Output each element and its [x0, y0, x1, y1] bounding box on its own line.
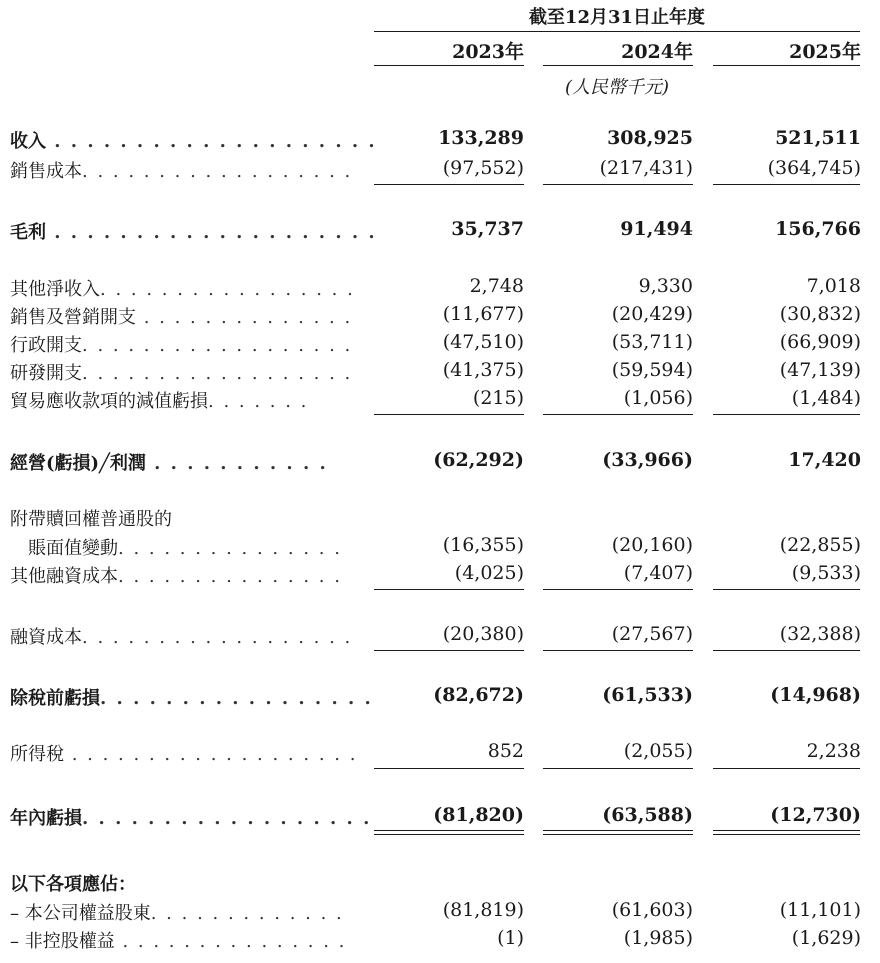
year-rule — [543, 65, 693, 66]
value-2025: (30,832) — [779, 303, 861, 325]
header-rule — [374, 31, 860, 32]
period-title: 截至12月31日止年度 — [528, 7, 706, 28]
value-2025: (12,730) — [770, 804, 861, 826]
value-2023: (97,552) — [442, 157, 524, 179]
row-label: 除稅前虧損. . . . . . . . . . . . . . . . . — [10, 688, 373, 709]
year-2025-header: 2025年 — [789, 41, 861, 63]
row-label: 銷售及營銷開支 . . . . . . . . . . . . . . — [10, 307, 353, 328]
row-label: 所得稅 . . . . . . . . . . . . . . . . . . . — [10, 744, 358, 765]
value-2024: (53,711) — [611, 331, 693, 353]
value-2024: (7,407) — [623, 562, 693, 584]
row-label: 其他淨收入. . . . . . . . . . . . . . . . . — [10, 279, 355, 300]
subtotal-rule — [374, 414, 524, 415]
subtotal-rule — [713, 184, 860, 185]
subtotal-rule — [543, 650, 693, 651]
value-2024: (2,055) — [623, 740, 693, 762]
row-label: 年內虧損. . . . . . . . . . . . . . . . . . — [10, 808, 372, 829]
value-2023: (20,380) — [442, 623, 524, 645]
row-label: 賬面值變動. . . . . . . . . . . . . . . — [10, 538, 342, 559]
row-label: 行政開支. . . . . . . . . . . . . . . . . . — [10, 335, 353, 356]
value-2024: (33,966) — [602, 449, 693, 471]
value-2025: (32,388) — [779, 623, 861, 645]
value-2023: (81,819) — [442, 899, 524, 921]
value-2025: (47,139) — [779, 359, 861, 381]
value-2025: (66,909) — [779, 331, 861, 353]
value-2024: (217,431) — [599, 157, 693, 179]
year-2024-header: 2024年 — [621, 41, 693, 63]
value-2024: (20,429) — [611, 303, 693, 325]
subtotal-rule — [543, 184, 693, 185]
value-2023: (11,677) — [442, 303, 524, 325]
value-2025: (364,745) — [767, 157, 861, 179]
value-2025: (1,484) — [791, 387, 861, 409]
row-label: – 本公司權益股東. . . . . . . . . . . . . — [10, 903, 344, 924]
value-2025: (9,533) — [791, 562, 861, 584]
total-double-rule — [374, 830, 524, 835]
value-2025: (22,855) — [779, 534, 861, 556]
subtotal-rule — [713, 650, 860, 651]
row-label: 以下各項應佔： — [10, 874, 136, 895]
value-2023: 852 — [487, 740, 524, 762]
value-2024: (20,160) — [611, 534, 693, 556]
value-2023: (4,025) — [454, 562, 524, 584]
value-2024: (61,603) — [611, 899, 693, 921]
subtotal-rule — [713, 414, 860, 415]
value-2023: (1) — [497, 927, 524, 949]
row-label: 經營(虧損)╱利潤 . . . . . . . . . . . — [10, 453, 328, 474]
row-label: 附帶贖回權普通股的 — [10, 509, 172, 530]
value-2025: (14,968) — [770, 684, 861, 706]
row-label: 收入 . . . . . . . . . . . . . . . . . . . . — [10, 131, 377, 152]
year-2023-header: 2023年 — [452, 41, 524, 63]
value-2023: (47,510) — [442, 331, 524, 353]
value-2024: (63,588) — [602, 804, 693, 826]
value-2025: 17,420 — [788, 449, 861, 471]
value-2023: (81,820) — [433, 804, 524, 826]
total-double-rule — [713, 830, 860, 835]
year-rule — [374, 65, 524, 66]
row-label: 融資成本. . . . . . . . . . . . . . . . . . — [10, 627, 353, 648]
value-2023: (62,292) — [433, 449, 524, 471]
value-2024: 9,330 — [638, 275, 693, 297]
row-label: 研發開支. . . . . . . . . . . . . . . . . . — [10, 363, 353, 384]
value-2023: 2,748 — [469, 275, 524, 297]
subtotal-rule — [543, 768, 693, 769]
value-2024: (27,567) — [611, 623, 693, 645]
value-2023: (16,355) — [442, 534, 524, 556]
value-2024: (1,985) — [623, 927, 693, 949]
value-2025: 521,511 — [775, 127, 861, 149]
value-2025: 156,766 — [775, 218, 861, 240]
value-2023: 133,289 — [438, 127, 524, 149]
total-double-rule — [543, 830, 693, 835]
value-2024: (59,594) — [611, 359, 693, 381]
value-2025: 2,238 — [806, 740, 861, 762]
value-2024: (1,056) — [623, 387, 693, 409]
subtotal-rule — [543, 589, 693, 590]
value-2024: (61,533) — [602, 684, 693, 706]
value-2025: 7,018 — [806, 275, 861, 297]
value-2023: (41,375) — [442, 359, 524, 381]
value-2025: (1,629) — [791, 927, 861, 949]
row-label: 銷售成本. . . . . . . . . . . . . . . . . . — [10, 161, 353, 182]
unit-label: (人民幣千元) — [564, 77, 670, 98]
row-label: 貿易應收款項的減值虧損. . . . . . . — [10, 391, 309, 412]
subtotal-rule — [374, 768, 524, 769]
row-label: – 非控股權益 . . . . . . . . . . . . . . . — [10, 931, 347, 952]
value-2024: 308,925 — [607, 127, 693, 149]
row-label: 其他融資成本. . . . . . . . . . . . . . . — [10, 566, 342, 587]
value-2023: 35,737 — [451, 218, 524, 240]
value-2025: (11,101) — [779, 899, 861, 921]
value-2023: (215) — [472, 387, 524, 409]
value-2024: 91,494 — [620, 218, 693, 240]
subtotal-rule — [713, 589, 860, 590]
subtotal-rule — [374, 184, 524, 185]
value-2023: (82,672) — [433, 684, 524, 706]
subtotal-rule — [713, 768, 860, 769]
subtotal-rule — [374, 650, 524, 651]
subtotal-rule — [374, 589, 524, 590]
subtotal-rule — [543, 414, 693, 415]
year-rule — [713, 65, 860, 66]
row-label: 毛利 . . . . . . . . . . . . . . . . . . . . — [10, 222, 377, 243]
